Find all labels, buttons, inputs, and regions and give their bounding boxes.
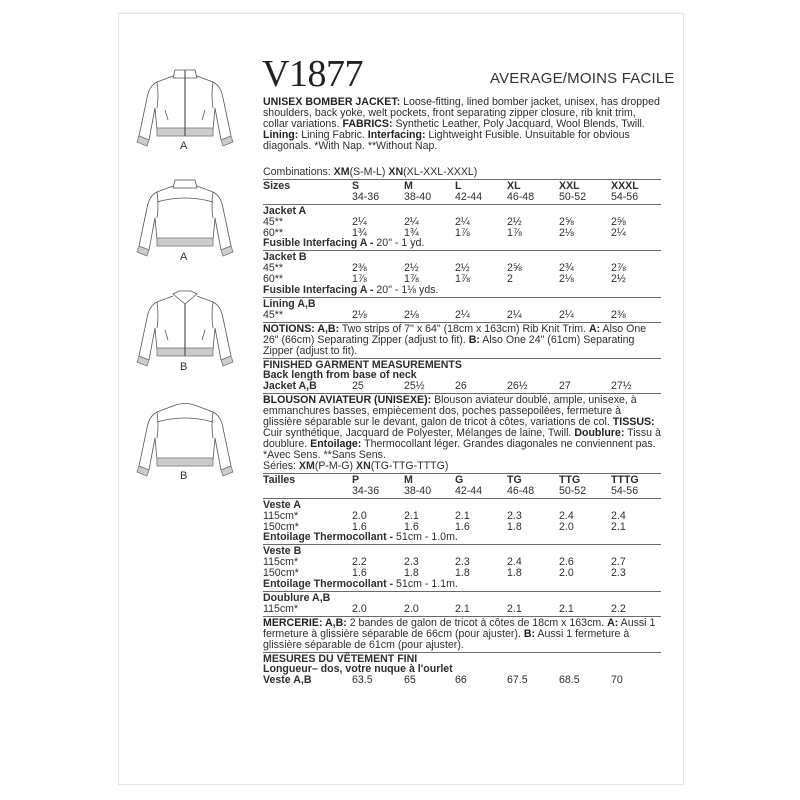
sizes-header (263, 474, 661, 499)
french-description (263, 394, 661, 460)
sizes-header (263, 180, 661, 205)
cell-value: 2.0 (404, 602, 419, 615)
size-name: TTTG (611, 473, 639, 486)
text-strong: B: (523, 627, 536, 640)
xm-code: XM (333, 166, 350, 178)
size-range: 54-56 (611, 190, 639, 203)
english-description (263, 97, 661, 152)
size-range: 42-44 (455, 484, 483, 497)
note-strong: Entoilage Thermocollant - (263, 531, 397, 544)
row-label: 115cm* (263, 602, 299, 615)
cell-value: 2½ (507, 215, 522, 228)
table-row (263, 511, 661, 522)
row-label: 45** (263, 215, 284, 228)
table-row (263, 310, 661, 321)
text-strong: TISSUS: (612, 416, 655, 429)
cell-value: 2¼ (404, 215, 419, 228)
cell-value: 2.4 (559, 509, 574, 522)
cell-value: 2.3 (404, 556, 419, 569)
text: Two strips of 7" x 64" (18cm x 163cm) Rib Knit Trim. (339, 322, 590, 335)
text-strong: BLOUSON AVIATEUR (UNISEXE): (263, 394, 432, 407)
size-range: 38-40 (404, 190, 432, 203)
table-row (263, 217, 661, 228)
size-name: XXXL (611, 179, 639, 192)
cell-value: 1¾ (352, 226, 367, 239)
size-name: S (352, 179, 360, 192)
yardage-group (263, 499, 661, 546)
interfacing-note (263, 579, 661, 590)
text: Also One 24" (61cm) Separating Zipper (adjust to fit). (263, 333, 635, 357)
size-name: XL (507, 179, 521, 192)
french-yardage-section (263, 460, 661, 687)
jacket-a-back-illustration (135, 178, 235, 260)
cell-value: 2.2 (352, 556, 367, 569)
cell-value: 2.4 (507, 556, 522, 569)
cell-value: 2⅛ (352, 308, 367, 321)
group-title: Jacket A (263, 204, 307, 217)
cell-value: 2¼ (455, 308, 470, 321)
row-label: 45** (263, 262, 284, 275)
cell-value: 2⅛ (559, 273, 574, 286)
group-title: Lining A,B (263, 297, 316, 310)
cell-value: 2 (507, 273, 513, 286)
combinations-label: Combinations: (263, 166, 334, 178)
pattern-number: V1877 (262, 53, 363, 95)
cell-value: 1.6 (404, 520, 419, 533)
cell-value: 2.1 (455, 602, 470, 615)
text: Thermocollant léger. Grandes diagonales ne conviennent pas. *Avec Sens. **Sans Sens. (263, 437, 656, 461)
cell-value: 2¾ (559, 262, 574, 275)
cell-value: 70 (611, 674, 623, 687)
xm-sizes: (P-M-G) (314, 460, 356, 472)
row-label: 150cm* (263, 520, 299, 533)
xn-code: XN (356, 460, 371, 472)
cell-value: 2¼ (352, 215, 367, 228)
cell-value: 68.5 (559, 674, 580, 687)
cell-value: 1⅞ (455, 226, 470, 239)
jacket-a-front-illustration (135, 68, 235, 150)
spacer (263, 192, 352, 203)
cell-value: 1.8 (507, 567, 522, 580)
cell-value: 2⅝ (507, 262, 522, 275)
text-strong: Interfacing: (367, 128, 426, 141)
cell-value: 2.6 (559, 556, 574, 569)
size-name: TTG (559, 473, 581, 486)
notions (263, 617, 661, 653)
text: 2 bandes de galon de tricot à côtes de 18cm x 163cm. (346, 616, 608, 629)
cell-value: 27½ (611, 380, 632, 393)
finished-measurements (263, 653, 661, 688)
size-range: 46-48 (507, 190, 535, 203)
size-name: G (455, 473, 464, 486)
cell-value: 2½ (404, 262, 419, 275)
cell-value: 2⅛ (559, 226, 574, 239)
xm-sizes: (S-M-L) (349, 166, 389, 178)
size-range: 34-36 (352, 484, 380, 497)
group-title: Veste A (263, 498, 301, 511)
xn-sizes: (TG-TTG-TTTG) (370, 460, 449, 472)
text-strong: B: (468, 333, 480, 346)
note-text: 20" - 1 yd. (376, 237, 425, 250)
size-range: 34-36 (352, 190, 380, 203)
english-yardage-section (263, 166, 661, 461)
difficulty-level: AVERAGE/MOINS FACILE (490, 70, 675, 87)
text-strong: Doublure: (574, 426, 625, 439)
cell-value: 2.1 (507, 602, 522, 615)
illustration-label: A (180, 140, 188, 152)
text: Cuir synthétique, Jacquard de Polyester, Mélanges de laine, Twill. (263, 426, 575, 439)
cell-value: 1⅞ (455, 273, 470, 286)
cell-value: 2.1 (455, 509, 470, 522)
cell-value: 1¾ (404, 226, 419, 239)
cell-value: 2.2 (611, 602, 626, 615)
text: Tissu à doublure. (263, 426, 661, 450)
size-range: 50-52 (559, 190, 587, 203)
text: Lining Fabric. (298, 128, 368, 141)
row-label: 60** (263, 226, 284, 239)
note-strong: Fusible Interfacing A - (263, 237, 377, 250)
yardage-group (263, 205, 661, 252)
note-text: 51cm - 1.1m. (396, 578, 458, 591)
cell-value: 2.0 (559, 520, 574, 533)
text-strong: MERCERIE: A,B: (263, 616, 347, 629)
cell-value: 2½ (455, 262, 470, 275)
cell-value: 2½ (611, 273, 626, 286)
cell-value: 2¼ (507, 308, 522, 321)
cell-value: 1.6 (352, 567, 367, 580)
cell-value: 2⅝ (611, 215, 626, 228)
illustration-label: A (180, 251, 188, 263)
notions (263, 323, 661, 359)
cell-value: 27 (559, 380, 571, 393)
cell-value: 2⅞ (611, 262, 626, 275)
cell-value: 2.1 (559, 602, 574, 615)
note-strong: Entoilage Thermocollant - (263, 578, 397, 591)
cell-value: 1.6 (352, 520, 367, 533)
table-row (263, 604, 661, 615)
text-strong: A: (589, 322, 601, 335)
yardage-group (263, 545, 661, 592)
cell-value: 2.3 (611, 567, 626, 580)
text: Also One 26" (66cm) Separating Zipper (adjust to fit). (263, 322, 647, 346)
cell-value: 2.1 (404, 509, 419, 522)
cell-value: 2¼ (455, 215, 470, 228)
text-strong: FABRICS: (342, 117, 393, 130)
interfacing-note (263, 285, 661, 296)
table-row (263, 675, 661, 686)
size-name: P (352, 473, 360, 486)
cell-value: 2¼ (611, 226, 626, 239)
group-title: Jacket B (263, 251, 307, 264)
group-title: Veste B (263, 545, 302, 558)
cell-value: 1⅞ (404, 273, 419, 286)
text: Aussi 1 fermeture à glissière séparable de 66cm (pour ajuster). (263, 616, 656, 640)
cell-value: 2.7 (611, 556, 626, 569)
cell-value: 2.0 (352, 602, 367, 615)
size-name: M (404, 473, 413, 486)
xn-sizes: (XL-XXL-XXXL) (403, 166, 478, 178)
row-label: 150cm* (263, 567, 299, 580)
text: Synthetic Leather, Poly Jacquard, Wool Blends, Twill. (392, 117, 645, 130)
cell-value: 25½ (404, 380, 425, 393)
illustration-label: B (180, 361, 188, 373)
size-ranges-row (263, 486, 661, 497)
combinations-label: Séries: (263, 460, 299, 472)
row-label: Veste A,B (263, 674, 312, 687)
cell-value: 26½ (507, 380, 528, 393)
size-name: XXL (559, 179, 580, 192)
sizes-label: Tailles (263, 473, 296, 486)
size-name: M (404, 179, 413, 192)
cell-value: 65 (404, 674, 416, 687)
cell-value: 2⅛ (404, 308, 419, 321)
text-strong: Lining: (263, 128, 299, 141)
combinations-line (263, 460, 661, 474)
group-title: Doublure A,B (263, 591, 331, 604)
size-range: 38-40 (404, 484, 432, 497)
yardage-group (263, 251, 661, 298)
row-label: 60** (263, 273, 284, 286)
cell-value: 2⅜ (352, 262, 367, 275)
size-range: 42-44 (455, 190, 483, 203)
yardage-group (263, 298, 661, 323)
cell-value: 67.5 (507, 674, 528, 687)
size-name: L (455, 179, 462, 192)
cell-value: 26 (455, 380, 467, 393)
text: Blouson aviateur doublé, ample, unisexe, à emmanchures basses, empiècement dos, poches passepoilées, fermeture à glissière séparable sur le devant, galon de tricot à côtes, variations de col. (263, 394, 637, 429)
text-strong: A: (607, 616, 619, 629)
jacket-b-back-illustration (135, 398, 235, 480)
xm-code: XM (298, 460, 315, 472)
interfacing-note (263, 238, 661, 249)
cell-value: 2⅜ (611, 308, 626, 321)
cell-value: 25 (352, 380, 364, 393)
size-name: TG (507, 473, 522, 486)
cell-value: 2.3 (455, 556, 470, 569)
yardage-group (263, 592, 661, 617)
note-text: 51cm - 1.0m. (396, 531, 458, 544)
cell-value: 2.0 (559, 567, 574, 580)
cell-value: 2.3 (507, 509, 522, 522)
finished-measurements (263, 359, 661, 395)
table-row (263, 381, 661, 392)
row-label: Jacket A,B (263, 380, 317, 393)
text: Loose-fitting, lined bomber jacket, unisex, has dropped shoulders, back yoke, welt pockets, front separating zipper closure, rib knit trim, collar variations. (263, 96, 660, 130)
cell-value: 1.6 (455, 520, 470, 533)
cell-value: 2⅝ (559, 215, 574, 228)
text-strong: UNISEX BOMBER JACKET: (263, 96, 401, 108)
spacer (263, 486, 352, 497)
size-range: 46-48 (507, 484, 535, 497)
cell-value: 1.8 (507, 520, 522, 533)
cell-value: 1.8 (404, 567, 419, 580)
cell-value: 2¼ (559, 308, 574, 321)
size-ranges-row (263, 192, 661, 203)
row-label: 115cm* (263, 509, 299, 522)
cell-value: 66 (455, 674, 467, 687)
text-strong: NOTIONS: A,B: (263, 322, 340, 335)
size-range: 50-52 (559, 484, 587, 497)
text-strong: Entoilage: (310, 437, 362, 450)
cell-value: 1⅞ (507, 226, 522, 239)
text: Aussi 1 fermeture à glissière séparable de 61cm (pour ajuster). (263, 627, 630, 651)
note-strong: Fusible Interfacing A - (263, 284, 377, 297)
interfacing-note (263, 532, 661, 543)
finished-title: FINISHED GARMENT MEASUREMENTS (263, 358, 462, 371)
jacket-b-front-illustration (135, 288, 235, 370)
row-label: 45** (263, 308, 284, 321)
cell-value: 2.0 (352, 509, 367, 522)
cell-value: 63.5 (352, 674, 373, 687)
cell-value: 1.8 (455, 567, 470, 580)
finished-subtitle: Longueur– dos, votre nuque à l'ourlet (263, 663, 453, 676)
cell-value: 2.4 (611, 509, 626, 522)
row-label: 115cm* (263, 556, 299, 569)
finished-title: MESURES DU VÊTEMENT FINI (263, 652, 418, 665)
cell-value: 1⅞ (352, 273, 367, 286)
illustration-label: B (180, 470, 188, 482)
sizes-label: Sizes (263, 179, 291, 192)
size-range: 54-56 (611, 484, 639, 497)
note-text: 20" - 1⅛ yds. (376, 284, 439, 297)
cell-value: 2.1 (611, 520, 626, 533)
text: Lightweight Fusible. Unsuitable for obvious diagonals. *With Nap. **Without Nap. (263, 128, 630, 152)
xn-code: XN (388, 166, 404, 178)
combinations-line (263, 166, 661, 180)
finished-subtitle: Back length from base of neck (263, 369, 417, 382)
